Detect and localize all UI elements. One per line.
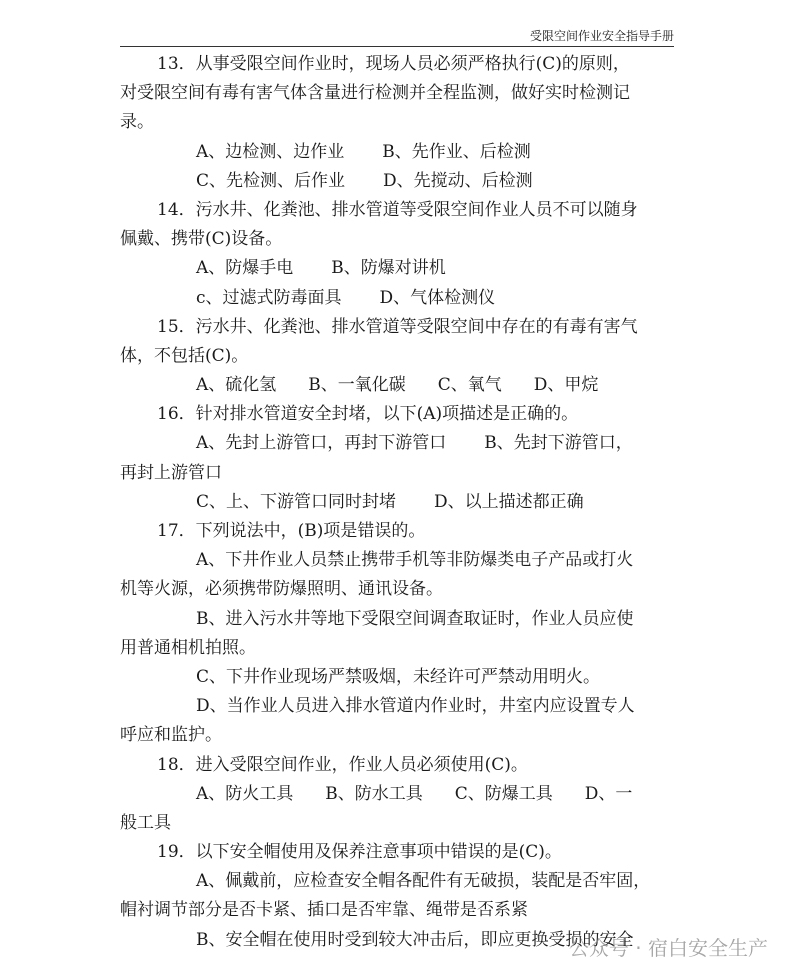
text-line	[120, 225, 676, 254]
text-line	[120, 546, 676, 575]
line-text: 15．污水井、化粪池、排水管道等受限空间中存在的有毒有害气	[157, 316, 638, 337]
text-line	[120, 459, 676, 488]
text-line	[120, 429, 676, 458]
text-line	[120, 575, 676, 604]
answer-option: D、甲烷	[533, 375, 599, 396]
text-line	[120, 284, 676, 313]
text-line	[120, 400, 676, 429]
line-text: A、下井作业人员禁止携带手机等非防爆类电子产品或打火	[196, 550, 634, 571]
line-text: B、进入污水井等地下受限空间调查取证时，作业人员应使	[196, 608, 634, 629]
answer-option: D、以上描述都正确	[434, 491, 584, 512]
text-line	[120, 838, 676, 867]
line-text: 16．针对排水管道安全封堵，以下(A)项描述是正确的。	[157, 404, 579, 425]
text-line	[120, 634, 676, 663]
answer-option: A、边检测、边作业	[196, 141, 345, 162]
line-text: 18．进入受限空间作业，作业人员必须使用(C)。	[157, 754, 528, 775]
answer-option: B、一氧化碳	[308, 375, 406, 396]
line-text: 14．污水井、化粪池、排水管道等受限空间作业人员不可以随身	[157, 199, 638, 220]
line-text: 对受限空间有毒有害气体含量进行检测并全程监测，做好实时检测记	[120, 83, 630, 104]
answer-option: B、防爆对讲机	[331, 258, 446, 279]
watermark	[569, 932, 768, 961]
text-line	[120, 488, 676, 517]
answer-option: B、防水工具	[325, 783, 423, 804]
text-line	[120, 663, 676, 692]
line-text: 录。	[120, 112, 154, 133]
text-line	[120, 517, 676, 546]
line-text: 机等火源，必须携带防爆照明、通讯设备。	[120, 579, 443, 600]
text-line	[120, 313, 676, 342]
line-text: 呼应和监护。	[120, 725, 222, 746]
watermark-text: 公众号 · 宿白安全生产	[568, 936, 768, 960]
text-line	[120, 371, 676, 400]
text-line	[120, 79, 676, 108]
answer-option: C、上、下游管口同时封堵	[196, 491, 397, 512]
line-text: 再封上游管口	[120, 462, 222, 483]
text-line	[120, 692, 676, 721]
answer-option: C、氧气	[437, 375, 502, 396]
answer-option: A、防火工具	[196, 783, 294, 804]
text-line	[120, 167, 676, 196]
line-text: C、下井作业现场严禁吸烟，未经许可严禁动用明火。	[196, 666, 601, 687]
line-text: B、安全帽在使用时受到较大冲击后，即应更换受损的安全	[196, 929, 634, 950]
text-line	[120, 751, 676, 780]
text-line	[120, 896, 676, 925]
line-text: D、当作业人员进入排水管道内作业时，井室内应设置专人	[196, 696, 635, 717]
line-text: 19．以下安全帽使用及保养注意事项中错误的是(C)。	[157, 842, 562, 863]
answer-option: C、先检测、后作业	[196, 170, 346, 191]
text-line	[120, 867, 676, 896]
text-line	[120, 605, 676, 634]
answer-option: B、先封下游管口，	[484, 433, 633, 454]
answer-option: A、先封上游管口，再封下游管口	[196, 433, 447, 454]
line-text: 用普通相机拍照。	[120, 637, 256, 658]
answer-option: A、硫化氢	[196, 375, 277, 396]
text-line	[120, 138, 676, 167]
text-line	[120, 780, 676, 809]
text-line	[120, 50, 676, 79]
text-line	[120, 108, 676, 137]
text-line	[120, 342, 676, 371]
line-text: A、佩戴前，应检查安全帽各配件有无破损，装配是否牢固，	[196, 871, 651, 892]
text-line	[120, 254, 676, 283]
line-text: 佩戴、携带(C)设备。	[120, 229, 283, 250]
line-text: 体，不包括(C)。	[120, 345, 249, 366]
text-line	[120, 196, 676, 225]
answer-option: c、过滤式防毒面具	[196, 287, 342, 308]
running-header	[120, 28, 674, 47]
answer-option: D、一	[584, 783, 633, 804]
header-title: 受限空间作业安全指导手册	[529, 29, 674, 43]
text-line	[120, 809, 676, 838]
answer-option: C、防爆工具	[454, 783, 553, 804]
answer-option: A、防爆手电	[196, 258, 294, 279]
line-text: 般工具	[120, 812, 171, 833]
answer-option: D、先搅动、后检测	[383, 170, 533, 191]
line-text: 13．从事受限空间作业时，现场人员必须严格执行(C)的原则，	[157, 54, 630, 74]
text-line	[120, 721, 676, 750]
answer-option: D、气体检测仪	[379, 287, 496, 308]
answer-option: B、先作业、后检测	[382, 141, 531, 162]
line-text: 帽衬调节部分是否卡紧、插口是否牢靠、绳带是否系紧	[120, 900, 528, 921]
line-text: 17．下列说法中，(B)项是错误的。	[157, 521, 426, 541]
document-body	[120, 50, 676, 955]
